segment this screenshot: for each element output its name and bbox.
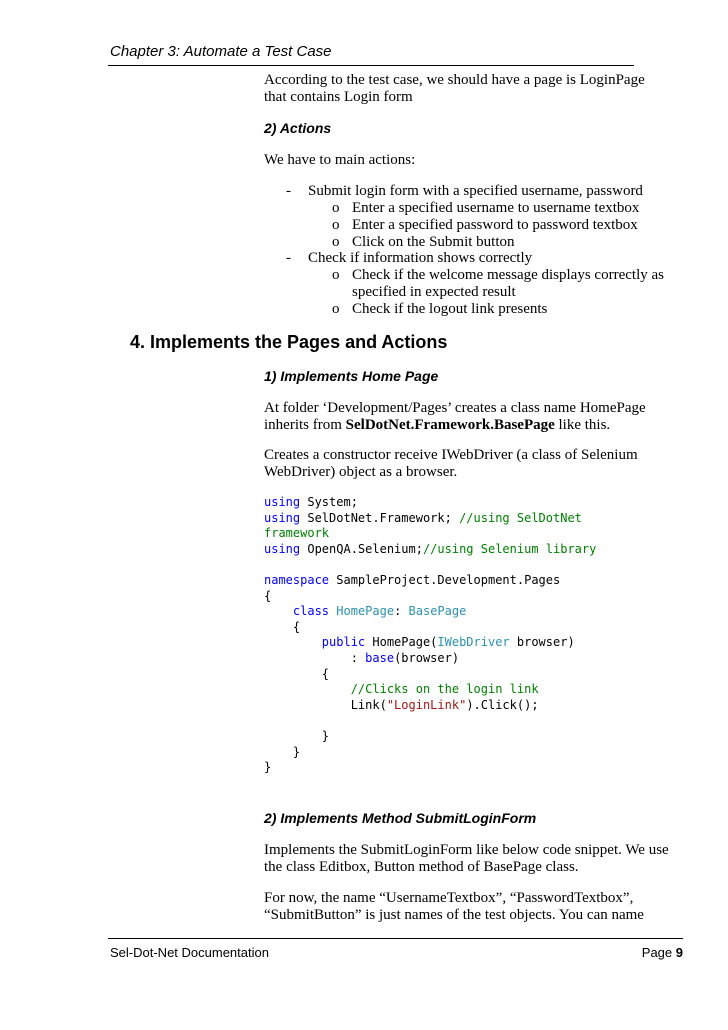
chapter-title: Chapter 3: Automate a Test Case (110, 43, 332, 60)
keyword: base (365, 650, 395, 665)
type-name: IWebDriver (437, 635, 510, 650)
page-number (642, 945, 683, 960)
code-text: SampleProject.Development.Pages (329, 572, 561, 587)
code-brace: } (321, 728, 330, 743)
keyword: using (264, 495, 301, 509)
text-line: “SubmitButton” is just names of the test objects. You can name (264, 907, 644, 923)
keyword: using (264, 510, 301, 525)
code-text: : (350, 650, 366, 665)
text-run: like this. (554, 417, 611, 433)
text-line: For now, the name “UsernameTextbox”, “PasswordTextbox”, (264, 890, 634, 906)
base-page-class-name: SelDotNet.Framework.BasePage (345, 417, 555, 433)
keyword: namespace (264, 572, 330, 587)
intro-paragraph (264, 72, 645, 106)
submit-form-heading: 2) Implements Method SubmitLoginForm (264, 810, 537, 826)
page-label: Page (641, 945, 676, 960)
sub-bullet: o (332, 301, 340, 317)
keyword: class (292, 604, 330, 619)
actions-lead: We have to main actions: (264, 152, 416, 168)
code-line (264, 589, 596, 605)
code-line (264, 573, 596, 589)
code-line (264, 511, 596, 527)
code-text: OpenQA.Selenium; (300, 541, 423, 556)
code-text: SelDotNet.Framework; (300, 510, 452, 525)
code-brace: { (264, 588, 272, 603)
footer-divider (108, 938, 683, 939)
code-line (264, 682, 596, 698)
code-line (264, 667, 596, 683)
text-line: At folder ‘Development/Pages’ creates a class name HomePage (264, 400, 646, 416)
code-line (264, 604, 596, 620)
bullet-dash: - (286, 250, 291, 266)
sub-bullet: o (332, 217, 340, 233)
home-page-heading: 1) Implements Home Page (264, 368, 439, 384)
code-text: ).Click(); (466, 697, 539, 712)
bullet-dash: - (286, 183, 291, 199)
code-line (264, 526, 596, 542)
code-text: : (394, 604, 409, 619)
code-comment: framework (264, 526, 330, 541)
sub-item: Check if the logout link presents (352, 301, 548, 317)
header-divider (108, 65, 634, 66)
submit-paragraph-2 (264, 890, 644, 924)
text-line: the class Editbox, Button method of BasePage class. (264, 859, 579, 875)
page-number-value: 9 (675, 945, 683, 960)
code-text: (browser) (394, 650, 460, 665)
actions-heading: 2) Actions (264, 120, 332, 136)
string-literal: "LoginLink" (386, 697, 467, 712)
code-brace: { (321, 666, 330, 681)
sub-item-continued: specified in expected result (352, 284, 516, 300)
code-line (264, 635, 596, 651)
sub-item: Click on the Submit button (352, 234, 515, 250)
code-line (264, 698, 596, 714)
code-brace: } (264, 760, 272, 775)
submit-paragraph-1 (264, 842, 669, 876)
code-text: System; (300, 495, 358, 509)
text-line: Implements the SubmitLoginForm like below code snippet. We use (264, 842, 669, 858)
text-run: inherits from (264, 417, 346, 433)
code-text: HomePage( (365, 635, 438, 650)
intro-line-1: According to the test case, we should have a page is LoginPage (264, 72, 645, 88)
code-text: browser) (509, 635, 575, 650)
document-name: Sel-Dot-Net Documentation (110, 945, 269, 960)
home-paragraph-2 (264, 447, 638, 481)
action-item-2: Check if information shows correctly (308, 250, 533, 266)
code-line (264, 495, 596, 511)
code-line (264, 713, 596, 729)
sub-item: Check if the welcome message displays correctly as (352, 267, 664, 283)
keyword: public (321, 635, 366, 650)
code-brace: { (292, 619, 301, 634)
code-line (264, 745, 596, 761)
text-line: Creates a constructor receive IWebDriver (a class of Selenium (264, 447, 638, 463)
home-paragraph-1 (264, 400, 646, 434)
code-line (264, 729, 596, 745)
sub-bullet: o (332, 234, 340, 250)
code-line (264, 620, 596, 636)
type-name: HomePage (336, 604, 395, 619)
code-text: Link( (350, 697, 387, 712)
section-heading: 4. Implements the Pages and Actions (130, 332, 448, 352)
text-line (264, 417, 646, 434)
code-line (264, 557, 596, 573)
code-line (264, 542, 596, 558)
keyword: using (264, 541, 301, 556)
sub-item: Enter a specified password to password textbox (352, 217, 638, 233)
sub-item: Enter a specified username to username textbox (352, 200, 640, 216)
intro-line-2: that contains Login form (264, 89, 413, 105)
code-line (264, 651, 596, 667)
code-line (264, 760, 596, 776)
code-snippet (264, 495, 596, 776)
text-line: WebDriver) object as a browser. (264, 464, 458, 480)
sub-bullet: o (332, 267, 340, 283)
code-comment: //using SelDotNet (451, 510, 582, 525)
type-name: BasePage (408, 604, 467, 619)
code-comment: //using Selenium library (422, 541, 597, 556)
code-brace: } (292, 744, 301, 759)
code-comment: //Clicks on the login link (350, 682, 539, 697)
action-item-1: Submit login form with a specified username, password (308, 183, 643, 199)
sub-bullet: o (332, 200, 340, 216)
